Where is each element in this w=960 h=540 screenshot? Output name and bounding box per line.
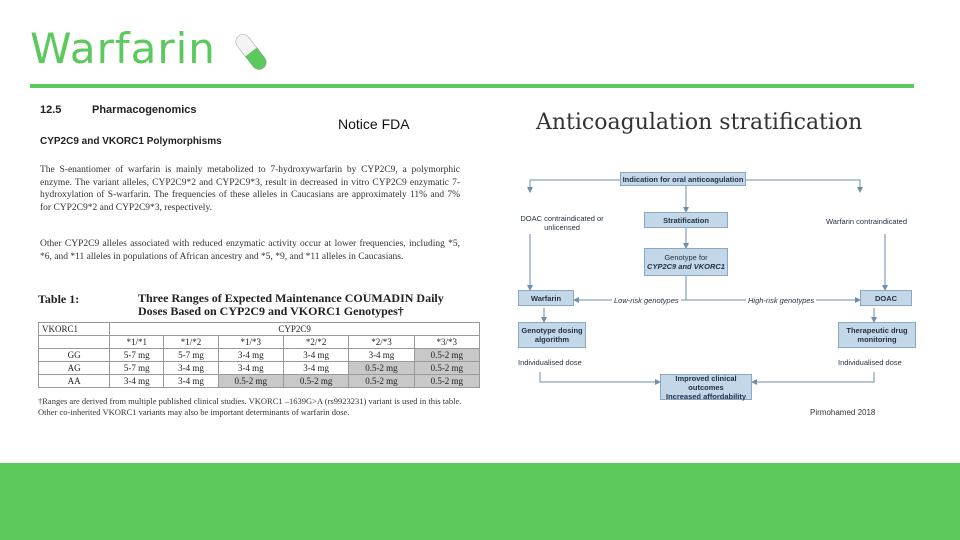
- warfarin-box: Warfarin: [518, 290, 574, 306]
- high-risk-label: High-risk genotypes: [748, 296, 815, 305]
- genotype-cell: AA: [39, 375, 110, 388]
- dose-cell: 0.5-2 mg: [218, 375, 283, 388]
- dose-cell: 0.5-2 mg: [414, 375, 479, 388]
- slide-title: Warfarin: [30, 24, 216, 73]
- individualised-dose-left: Individualised dose: [518, 358, 582, 367]
- dose-cell: 0.5-2 mg: [349, 362, 414, 375]
- warfarin-contraindicated-label: Warfarin contraindicated: [826, 217, 908, 226]
- section-number: 12.5: [40, 104, 62, 116]
- therapeutic-monitoring-box: Therapeutic drug monitoring: [838, 322, 916, 348]
- dose-cell: 0.5-2 mg: [414, 349, 479, 362]
- table-header-cyp2c9: CYP2C9: [110, 323, 480, 336]
- notice-fda-label: Notice FDA: [338, 116, 410, 132]
- stratification-flowchart: [500, 104, 940, 434]
- outcomes-box: Improved clinical outcomes Increased affordability: [660, 374, 752, 400]
- table-header-vkorc1: VKORC1: [39, 323, 110, 336]
- genotype-dosing-box: Genotype dosing algorithm: [518, 322, 586, 348]
- genotype-cell: GG: [39, 349, 110, 362]
- title-divider: [30, 84, 914, 88]
- dose-cell: 3-4 mg: [164, 375, 218, 388]
- table-column-header: *2/*3: [349, 336, 414, 349]
- indication-box: Indication for oral anticoagulation: [620, 172, 746, 186]
- dose-cell: 0.5-2 mg: [283, 375, 348, 388]
- table-column-header: *1/*3: [218, 336, 283, 349]
- paragraph-2: Other CYP2C9 alleles associated with reduced enzymatic activity occur at lower frequencies, including *5, *6, and *11 alleles in populations of African ancestry and *5, *9, and *11 alleles in Caucasians.: [40, 239, 460, 262]
- section-title: Pharmacogenomics: [92, 104, 197, 116]
- table-caption: Three Ranges of Expected Maintenance COUMADIN Daily Doses Based on CYP2C9 and VKORC1 Genotypes†: [138, 291, 444, 318]
- table-column-header: *1/*1: [110, 336, 164, 349]
- dose-cell: 3-4 mg: [218, 349, 283, 362]
- genotype-box: Genotype for CYP2C9 and VKORC1: [644, 248, 728, 276]
- table-label: Table 1:: [38, 292, 80, 306]
- low-risk-label: Low-risk genotypes: [614, 296, 679, 305]
- dose-cell: 3-4 mg: [164, 362, 218, 375]
- individualised-dose-right: Individualised dose: [838, 358, 902, 367]
- dose-cell: 0.5-2 mg: [349, 375, 414, 388]
- table-column-header: *2/*2: [283, 336, 348, 349]
- table-row: [39, 349, 480, 362]
- paragraph-1: The S-enantiomer of warfarin is mainly metabolized to 7-hydroxywarfarin by CYP2C9, a polymorphic enzyme. The variant alleles, CYP2C9*2 and CYP2C9*3, result in decreased in vitro CYP2C9 enzymatic 7-hydroxylation of S-warfarin. The frequencies of these alleles in Caucasians are approximately 11% and 7% for CYP2C9*2 and CYP2C9*3, respectively.: [40, 165, 460, 213]
- dose-cell: 3-4 mg: [283, 362, 348, 375]
- flowchart-title: Anticoagulation stratification: [536, 110, 863, 135]
- dose-cell: 5-7 mg: [110, 349, 164, 362]
- fda-label-excerpt: [34, 104, 480, 424]
- table-row: [39, 375, 480, 388]
- doac-box: DOAC: [860, 290, 912, 306]
- dose-cell: 3-4 mg: [283, 349, 348, 362]
- table-column-header: *3/*3: [414, 336, 479, 349]
- dose-cell: 3-4 mg: [349, 349, 414, 362]
- stratification-box: Stratification: [644, 212, 728, 228]
- doac-contraindicated-label: DOAC contraindicated or unlicensed: [520, 214, 604, 232]
- capsule-icon: [232, 30, 270, 74]
- dose-cell: 3-4 mg: [218, 362, 283, 375]
- dose-cell: 5-7 mg: [110, 362, 164, 375]
- dose-cell: 5-7 mg: [164, 349, 218, 362]
- table-footnote: †Ranges are derived from multiple published clinical studies. VKORC1 –1639G>A (rs9923231) variant is used in this table. Other co-inherited VKORC1 variants may also be important determinants of warfarin dose.: [38, 396, 462, 417]
- table-row: [39, 362, 480, 375]
- genotype-cell: AG: [39, 362, 110, 375]
- dose-cell: 0.5-2 mg: [414, 362, 479, 375]
- citation: Pirmohamed 2018: [810, 408, 876, 417]
- subheading: CYP2C9 and VKORC1 Polymorphisms: [40, 136, 222, 147]
- dose-table: [38, 322, 480, 388]
- table-column-header: *1/*2: [164, 336, 218, 349]
- table-column-row: [39, 336, 480, 349]
- footer-band: [0, 463, 960, 540]
- dose-cell: 3-4 mg: [110, 375, 164, 388]
